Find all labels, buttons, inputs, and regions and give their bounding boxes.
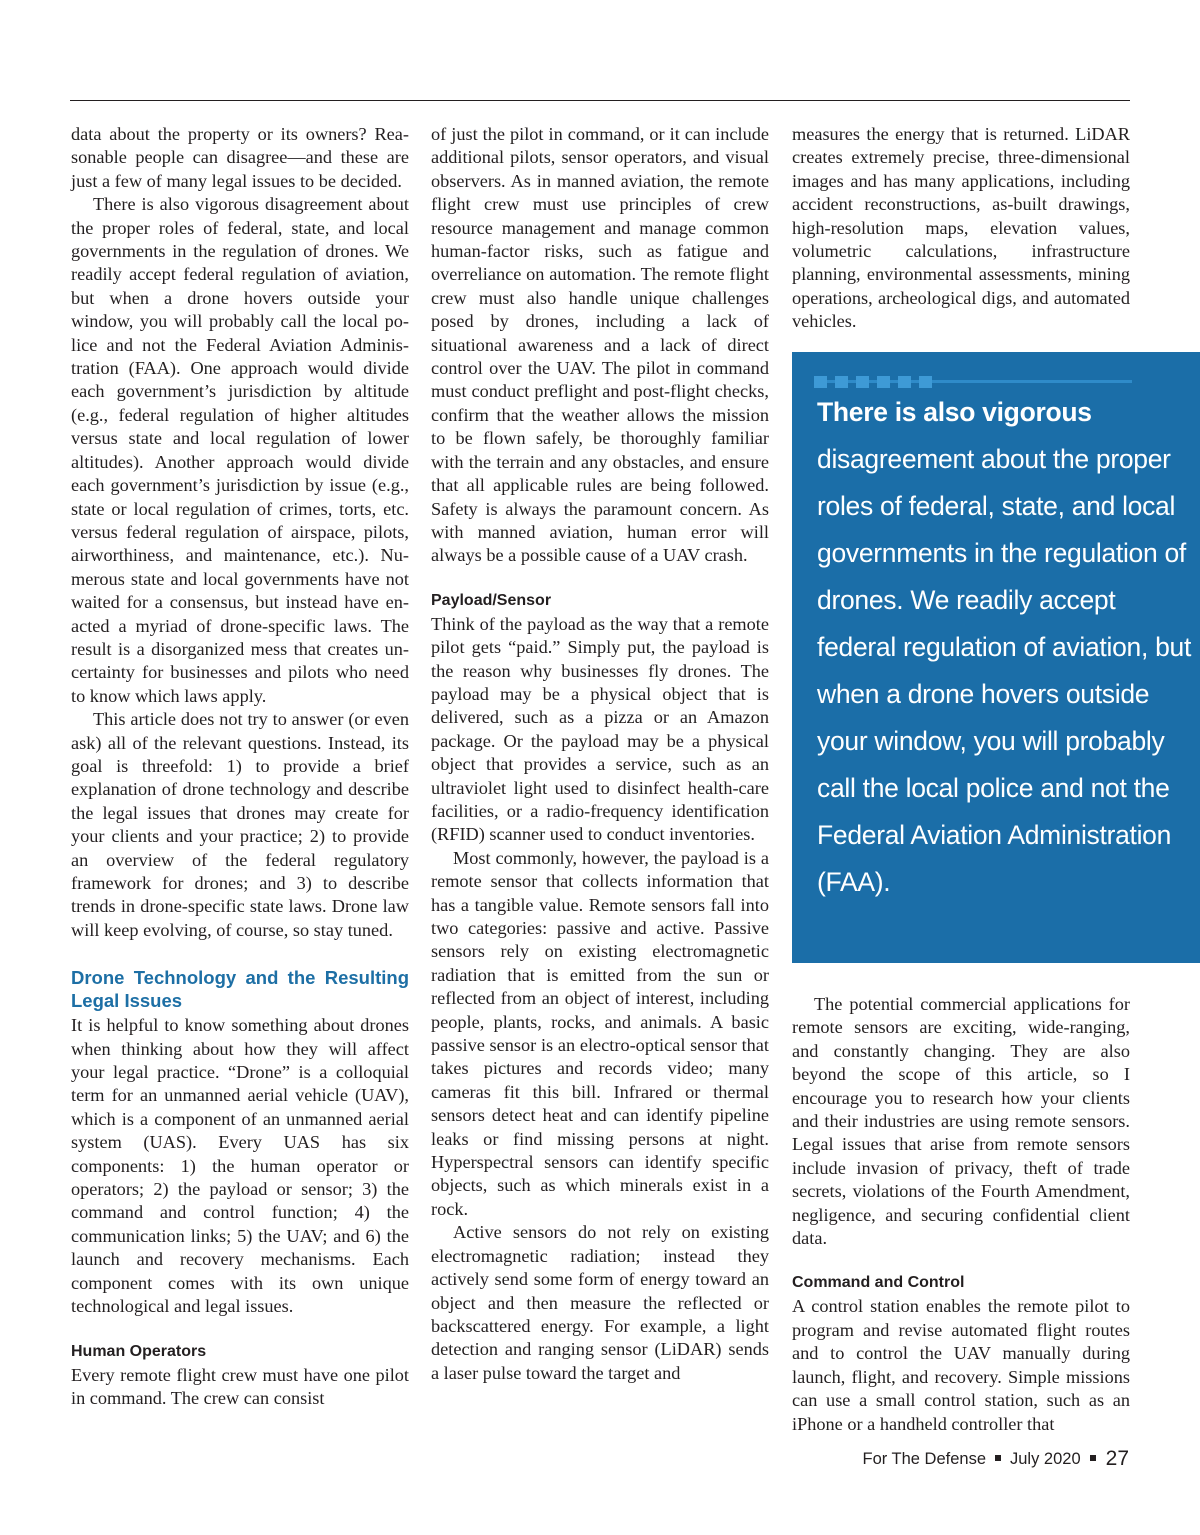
footer-publication: For The Defense [862,1450,986,1468]
paragraph: It is helpful to know something about drones when thinking about how they will affect your legal practice. “Drone” is a colloquial term for an unmanned aerial vehicle (UAV), which is a component of an unmanned aerial system (UAS). Every UAS has six components: 1) the human operator or operators; 2) the payload or sensor; 3) the command and control function; 4) the communication links; 5) the UAV; and 6) the launch and recovery mechanisms. Each component comes with its own unique technological and legal issues. [71,1015,409,1317]
column-3-bottom [792,993,1130,1436]
footer-separator [995,1455,1001,1461]
paragraph: Active sensors do not rely on existing electromagnetic radiation; instead they actively send some form of energy toward an object and then measure the reflected or backscattered energy. For example, a light detection and ranging sensor (LiDAR) sends a laser pulse toward the target and [431,1222,769,1383]
subheading-payload-sensor: Payload/Sensor [431,591,552,609]
footer-date: July 2020 [1010,1450,1081,1468]
page-footer [862,1447,1129,1471]
pull-quote-text [817,389,1192,906]
paragraph: Think of the payload as the way that a remote pilot gets “paid.” Simply put, the payload is the reason why businesses fly drones. The payload may be a physical object that is delivered, such as a pizza or an Amazon package. Or the payload may be a physical object that provides a service, such as an ultraviolet light used to disinfect health-care facilities, or a radio-frequency identification (RFID) scanner used to conduct inventories. [431,613,769,845]
pull-quote-decoration [814,375,1132,389]
subheading-human-operators: Human Operators [71,1342,207,1360]
subheading-command-and-control: Command and Control [792,1274,965,1292]
pull-quote-body: disagreement about the proper roles of federal, state, and local governments in the regulation of drones. We readily accept federal regulation of aviation, but when a drone hovers outside your window, you will probably call the local police and not the Federal Aviation Administration (FAA). [817,444,1192,897]
section-heading-drone-technology: Drone Technology and the Resulting Legal Issues [71,967,409,1012]
column-2 [431,123,769,1385]
footer-separator [1090,1455,1096,1461]
paragraph: The potential commercial applications for remote sensors are exciting, wide-ranging, and constantly changing. They are also beyond the scope of this article, so I encourage you to research how your clients and their industries are using remote sensors. Legal issues that arise from remote sensors include invasion of privacy, theft of trade secrets, violations of the Fourth Amendment, negligence, and securing confidential client data. [792,994,1130,1249]
pull-quote-lead: There is also vigorous [817,397,1092,427]
paragraph: measures the energy that is returned. LiDAR creates extremely precise, three-dimensional images and has many applications, including accident reconstructions, as-built drawings, high-resolution maps, elevation values, volumetric calculations, infrastructure planning, environmental assessments, mining operations, archeological digs, and automated vehicles. [792,124,1130,332]
paragraph: A control station enables the remote pilot to program and revise automated flight routes and to control the UAV manually during launch, flight, and recovery. Simple missions can use a small control station, such as an iPhone or a handheld controller that [792,1296,1130,1434]
column-1 [71,123,409,1410]
paragraph: data about the property or its owners? Reasonable people can disagree—and these are just a few of many legal issues to be decided. [71,124,409,191]
top-rule [70,100,1130,101]
page-number: 27 [1105,1447,1129,1470]
paragraph: of just the pilot in command, or it can include additional pilots, sensor operators, and visual observers. As in manned aviation, the remote flight crew must use principles of crew resource management and manage common human-factor risks, such as fatigue and overreliance on automation. The remote flight crew must also handle unique challenges posed by drones, including a lack of situational awareness and a lack of direct control over the UAV. The pilot in command must conduct preflight and post-flight checks, confirm that the weather allows the mission to be flown safely, be thoroughly familiar with the terrain and any obstacles, and ensure that all applicable rules are being followed. Safety is always the paramount concern. As with manned aviation, human error will always be a possible cause of a UAV crash. [431,124,769,566]
pull-quote [792,352,1200,963]
column-3-top [792,123,1130,334]
paragraph: Most commonly, however, the payload is a remote sensor that collects information that has a tangible value. Remote sensors fall into two categories: passive and active. Passive sensors rely on existing electromagnetic radiation that is emitted from the sun or reflected from an object of interest, including people, plants, rocks, and animals. A basic passive sensor is an electro-optical sensor that takes pictures and records video; many cameras fit this bill. Infrared or thermal sensors detect heat and can identify pipeline leaks or find missing persons at night. Hyperspectral sensors can identify specific objects, such as which minerals exist in a rock. [431,847,769,1219]
paragraph: This article does not try to answer (or even ask) all of the relevant questions. Instead, its goal is threefold: 1) to provide a brief explanation of drone technology and describe the legal issues that drones may create for your clients and your practice; 2) to provide an overview of the federal regulatory framework for drones; and 3) to describe trends in drone-specific state laws. Drone law will keep evolving, of course, so stay tuned. [71,709,409,940]
paragraph: There is also vigorous disagreement about the proper roles of federal, state, and local governments in the regulation of drones. We readily accept federal regulation of aviation, but when a drone hovers outside your window, you will probably call the local police and not the Federal Aviation Administration (FAA). One approach would divide each government’s jurisdiction by altitude (e.g., federal regulation of higher altitudes versus state and local regulation of lower altitudes). Another approach would divide each government’s jurisdiction by issue (e.g., state or local regulation of crimes, torts, etc. versus federal regulation of airspace, pilots, airworthiness, and maintenance, etc.). Numerous state and local governments have not waited for a consensus, but instead have enacted a myriad of drone-specific laws. The result is a disorganized mess that creates uncertainty for businesses and pilots who need to know which laws apply. [71,194,409,706]
paragraph: Every remote flight crew must have one pilot in command. The crew can consist [71,1364,409,1408]
